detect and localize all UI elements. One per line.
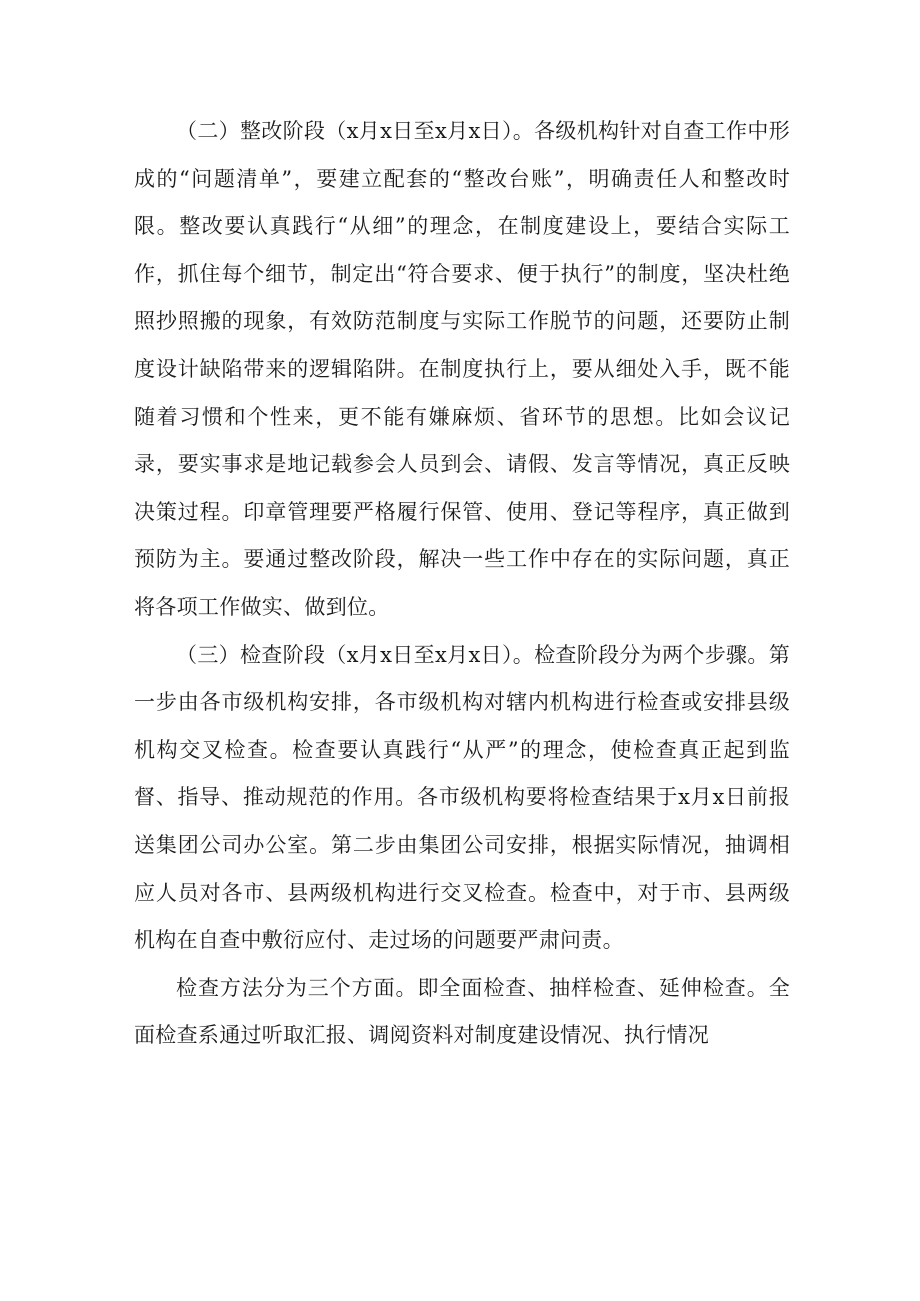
document-body (134, 108, 790, 1060)
paragraph-inspection-stage: （三）检查阶段（x月x日至x月x日）。检查阶段分为两个步骤。第一步由各市级机构安排，各市级机构对辖内机构进行检查或安排县级机构交叉检查。检查要认真践行“从严”的理念，使检查真正起到监督、指导、推动规范的作用。各市级机构要将检查结果于x月x日前报送集团公司办公室。第二步由集团公司安排，根据实际情况，抽调相应人员对各市、县两级机构进行交叉检查。检查中，对于市、县两级机构在自查中敷衍应付、走过场的问题要严肃问责。 (134, 642, 790, 953)
paragraph-rectification-stage: （二）整改阶段（x月x日至x月x日）。各级机构针对自查工作中形成的“问题清单”，要建立配套的“整改台账”，明确责任人和整改时限。整改要认真践行“从细”的理念，在制度建设上，要结合实际工作，抓住每个细节，制定出“符合要求、便于执行”的制度，坚决杜绝照抄照搬的现象，有效防范制度与实际工作脱节的问题，还要防止制度设计缺陷带来的逻辑陷阱。在制度执行上，要从细处入手，既不能随着习惯和个性来，更不能有嫌麻烦、省环节的思想。比如会议记录，要实事求是地记载参会人员到会、请假、发言等情况，真正反映决策过程。印章管理要严格履行保管、使用、登记等程序，真正做到预防为主。要通过整改阶段，解决一些工作中存在的实际问题，真正将各项工作做实、做到位。 (134, 119, 790, 619)
paragraph-inspection-methods: 检查方法分为三个方面。即全面检查、抽样检查、延伸检查。全面检查系通过听取汇报、调阅资料对制度建设情况、执行情况 (134, 975, 790, 1048)
